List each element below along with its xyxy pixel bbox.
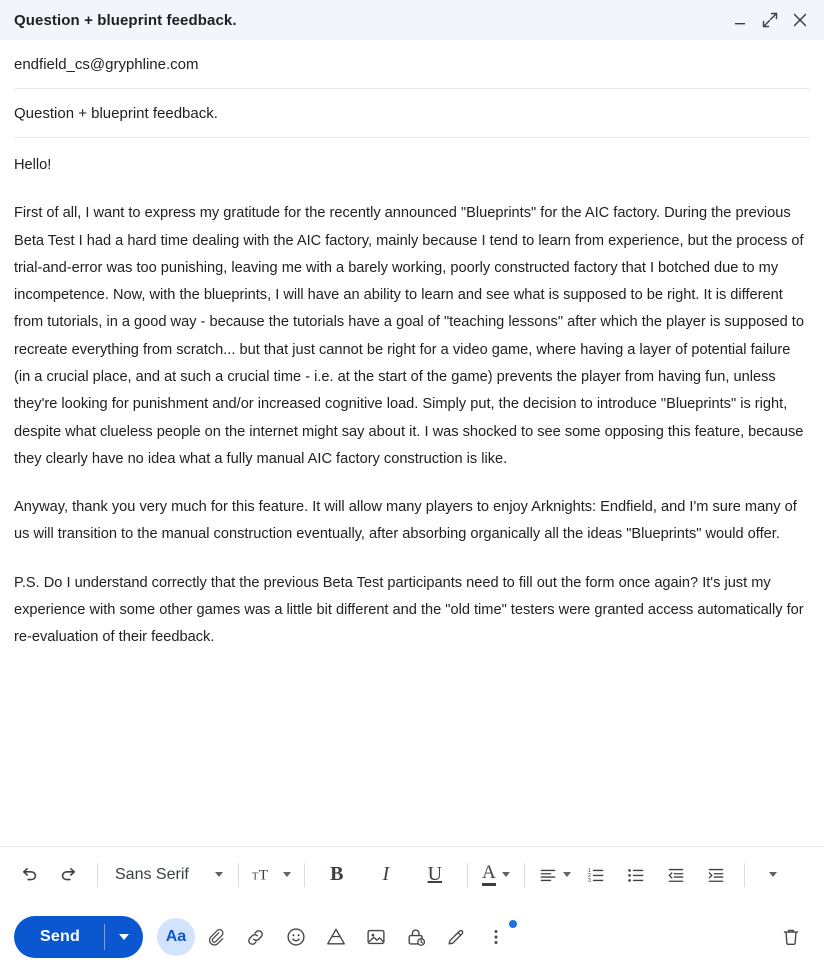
send-button[interactable]: Send [40,928,80,945]
discard-draft-icon[interactable] [772,918,810,956]
indent-less-button[interactable] [657,858,695,892]
toolbar-divider [304,863,305,887]
font-size-button[interactable] [248,858,295,892]
body-paragraph: Anyway, thank you very much for this feature. It will allow many players to enjoy Arknights: Endfield, and I'm sure many of us will transition to the manual construction eventually, after absorbing organically all the ideas "Blueprints" would offer. [14,499,797,543]
close-icon[interactable] [786,6,814,34]
window-controls [726,6,814,34]
compose-header [0,0,824,40]
chevron-down-icon [215,872,223,877]
chevron-down-icon [563,872,571,877]
send-toolbar [0,902,824,972]
drive-icon[interactable] [317,918,355,956]
minimize-icon[interactable] [726,6,754,34]
notification-dot [509,920,517,928]
chevron-down-icon [119,934,129,940]
signature-icon[interactable] [437,918,475,956]
attach-icon[interactable] [197,918,235,956]
italic-button[interactable]: I [382,863,390,885]
subject-field-value: Question + blueprint feedback. [14,104,218,122]
image-icon[interactable] [357,918,395,956]
svg-text:T: T [258,866,268,883]
undo-icon[interactable] [10,858,48,892]
body-paragraph: First of all, I want to express my gratitude for the recently announced "Blueprints" for the AIC factory. During the previous Beta Test I had a hard time dealing with the AIC factory, mainly because I tend to learn from experience, but the process of trial-and-error was too punishing, leaving me with a barely working, poorly constructed factory that I botched due to my incompetence. Now, with the blueprints, I will have an ability to learn and see what is supposed to be right. It is different from tutorials, in a good way - because the tutorials have a goal of "teaching lessons" after which the player is supposed to recreate everything from scratch... but that just cannot be right for a video game, where having a layer of potential failure (in a crucial place, and at such a crucial time - i.e. at the start of the game) prevents the player from having fun, unless they're looking for punishment and/or increased cognitive load. Simply put, the decision to introduce "Blueprints" is right, despite what clueless people on the internet might say about it. I was shocked to see some opposing this feature, because they clearly have no idea what a fully manual AIC factory construction is like. [14,205,804,467]
send-options-button[interactable] [105,916,143,958]
subject-field[interactable] [14,89,810,138]
bulleted-list-button[interactable] [617,858,655,892]
confidential-mode-icon[interactable] [397,918,435,956]
text-color-button[interactable] [477,858,515,892]
chevron-down-icon [769,872,777,877]
compose-fields [0,40,824,138]
message-body[interactable] [0,138,824,846]
link-icon[interactable] [237,918,275,956]
numbered-list-button[interactable] [577,858,615,892]
chevron-down-icon [502,872,510,877]
more-options-icon[interactable] [477,918,515,956]
font-family-select[interactable] [107,858,229,892]
align-button[interactable] [534,858,575,892]
toolbar-divider [524,863,525,887]
redo-icon[interactable] [50,858,88,892]
svg-text:T: T [251,870,259,882]
to-field[interactable] [14,40,810,89]
more-formatting-button[interactable] [754,858,792,892]
toolbar-divider [238,863,239,887]
svg-text:2: 2 [587,872,591,879]
indent-more-button[interactable] [697,858,735,892]
svg-text:3: 3 [587,877,591,884]
to-field-value: endfield_cs@gryphline.com [14,55,199,73]
body-paragraph: Hello! [14,157,52,173]
formatting-options-label: Aa [165,928,187,945]
toolbar-divider [744,863,745,887]
underline-button[interactable]: U [427,863,443,885]
send-button-group[interactable] [14,916,143,958]
text-color-letter: A [482,863,496,886]
formatting-options-button[interactable] [157,918,195,956]
formatting-toolbar [0,846,824,902]
chevron-down-icon [283,872,291,877]
bold-button[interactable]: B [330,863,344,885]
fullscreen-icon[interactable] [756,6,784,34]
body-paragraph: P.S. Do I understand correctly that the previous Beta Test participants need to fill out the form once again? It's just my experience with some other games was a little bit different and the "old time" testers were granted access automatically for re-evaluation of their feedback. [14,574,804,646]
font-family-value: Sans Serif [115,865,189,883]
emoji-icon[interactable] [277,918,315,956]
svg-text:1: 1 [587,867,591,874]
compose-window-title: Question + blueprint feedback. [14,11,237,29]
toolbar-divider [97,863,98,887]
toolbar-divider [467,863,468,887]
